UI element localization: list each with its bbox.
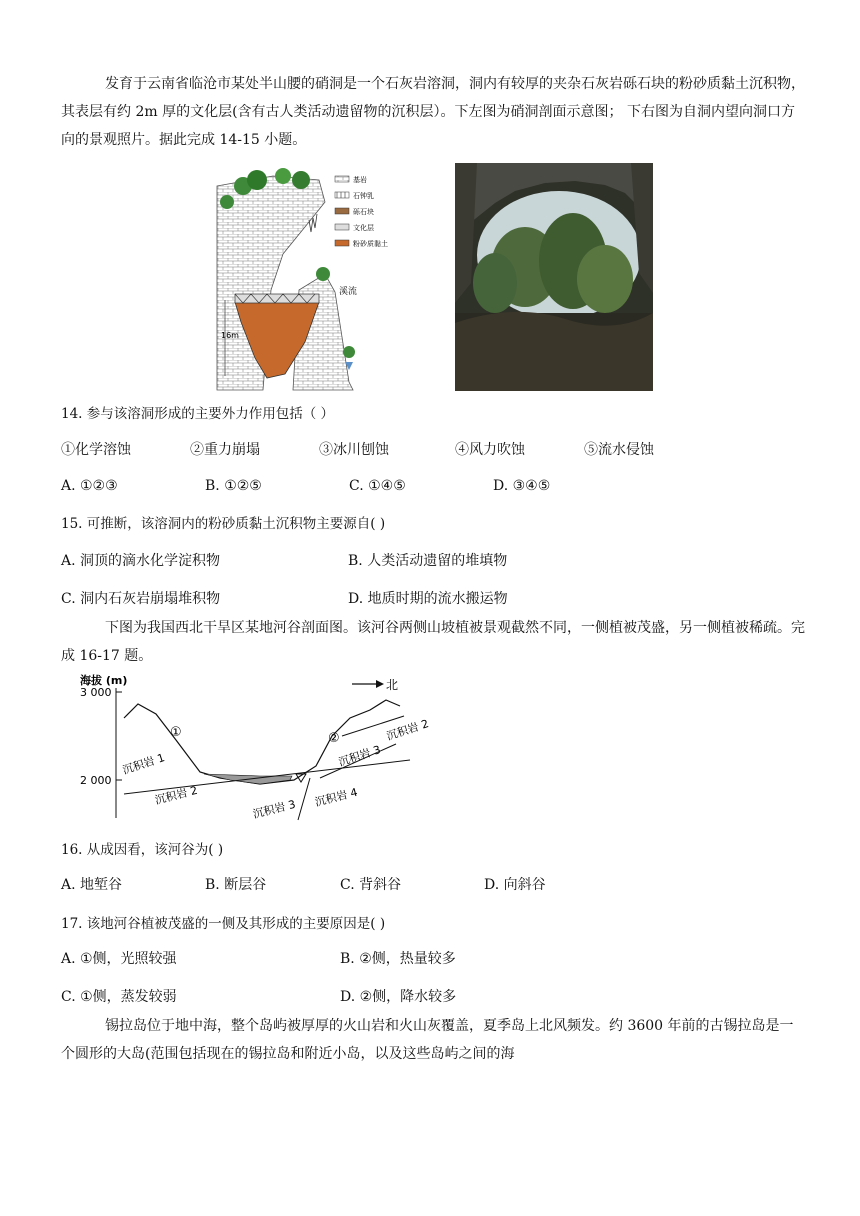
question-17-stem: 17. 该地河谷植被茂盛的一侧及其形成的主要原因是( ) [61, 916, 386, 932]
q16-option-a[interactable]: A. 地堑谷 [61, 877, 123, 893]
legend-cultural-layer: 文化层 [353, 224, 374, 232]
q15-option-c[interactable]: C. 洞内石灰岩崩塌堆积物 [61, 591, 221, 607]
q14-item-4: ④风力吹蚀 [455, 442, 525, 458]
legend-stalactite: 石钟乳 [353, 192, 374, 200]
y-tick-2000: 2 000 [80, 774, 112, 787]
q15-option-b[interactable]: B. 人类活动遗留的堆填物 [348, 553, 508, 569]
slope-2-label: ② [328, 731, 340, 746]
q14-item-3: ③冰川刨蚀 [319, 442, 389, 458]
stratum-label-4: 沉积岩 4 [313, 785, 359, 809]
q14-item-5: ⑤流水侵蚀 [584, 442, 654, 458]
q15-option-a[interactable]: A. 洞顶的滴水化学淀积物 [61, 553, 221, 569]
intro-paragraph-1: 发育于云南省临沧市某处半山腰的硝洞是一个石灰岩溶洞，洞内有较厚的夹杂石灰岩砾石块的粉砂质黏土沉积物，其表层有约 2m 厚的文化层(含有古人类活动遗留物的沉积层）。下左图为硝洞剖面示意图； 下右图为自洞内望向洞口方向的景观照片。据此完成 14-15 小题。 [61, 76, 805, 148]
q16-option-d[interactable]: D. 向斜谷 [484, 877, 546, 893]
legend-bedrock: 基岩 [353, 176, 367, 184]
q16-option-b[interactable]: B. 断层谷 [205, 877, 267, 893]
y-axis-label: 海拔 (m) [80, 674, 128, 687]
cave-photo [455, 163, 653, 391]
stratum-label-1: 沉积岩 1 [120, 751, 167, 777]
q14-item-2: ②重力崩塌 [190, 442, 260, 458]
slope-1-label: ① [170, 725, 182, 740]
stratum-label-2: 沉积岩 2 [153, 783, 199, 807]
question-15-stem: 15. 可推断，该溶洞内的粉砂质黏土沉积物主要源自( ) [61, 516, 386, 532]
cave-section-diagram [213, 162, 388, 392]
q14-option-c[interactable]: C. ①④⑤ [349, 478, 406, 494]
q14-option-b[interactable]: B. ①②⑤ [205, 478, 262, 494]
q14-option-a[interactable]: A. ①②③ [61, 478, 118, 494]
intro-paragraph-3: 锡拉岛位于地中海，整个岛屿被厚厚的火山岩和火山灰覆盖，夏季岛上北风频发。约 3600 年前的古锡拉岛是一个圆形的大岛(范围包括现在的锡拉岛和附近小岛，以及这些岛屿之间的海 [61, 1018, 794, 1062]
north-label: 北 [386, 678, 399, 692]
q15-option-d[interactable]: D. 地质时期的流水搬运物 [348, 591, 508, 607]
q16-option-c[interactable]: C. 背斜谷 [340, 877, 402, 893]
question-16-stem: 16. 从成因看，该河谷为( ) [61, 842, 224, 858]
legend-silty-clay: 粉砂质黏土 [353, 240, 388, 248]
legend-gravel: 砾石块 [353, 208, 374, 216]
question-14-stem: 14. 参与该溶洞形成的主要外力作用包括（ ） [61, 406, 335, 422]
stream-label: 溪流 [339, 287, 358, 297]
valley-profile-diagram [80, 670, 460, 832]
q17-option-b[interactable]: B. ②侧，热量较多 [340, 951, 456, 967]
intro-paragraph-2: 下图为我国西北干旱区某地河谷剖面图。该河谷两侧山坡植被景观截然不同，一侧植被茂盛，另一侧植被稀疏。完成 16-17 题。 [61, 620, 805, 664]
stratum-label-3: 沉积岩 3 [251, 797, 297, 821]
q17-option-a[interactable]: A. ①侧，光照较强 [61, 951, 177, 967]
q17-option-d[interactable]: D. ②侧，降水较多 [340, 989, 457, 1005]
stratum-label-3-right: 沉积岩 3 [336, 743, 383, 769]
y-tick-3000: 3 000 [80, 686, 112, 699]
depth-label: 16m [221, 331, 239, 340]
stratum-label-2-right: 沉积岩 2 [384, 717, 431, 743]
q17-option-c[interactable]: C. ①侧，蒸发较弱 [61, 989, 177, 1005]
q14-option-d[interactable]: D. ③④⑤ [493, 478, 551, 494]
q14-item-1: ①化学溶蚀 [61, 442, 131, 458]
